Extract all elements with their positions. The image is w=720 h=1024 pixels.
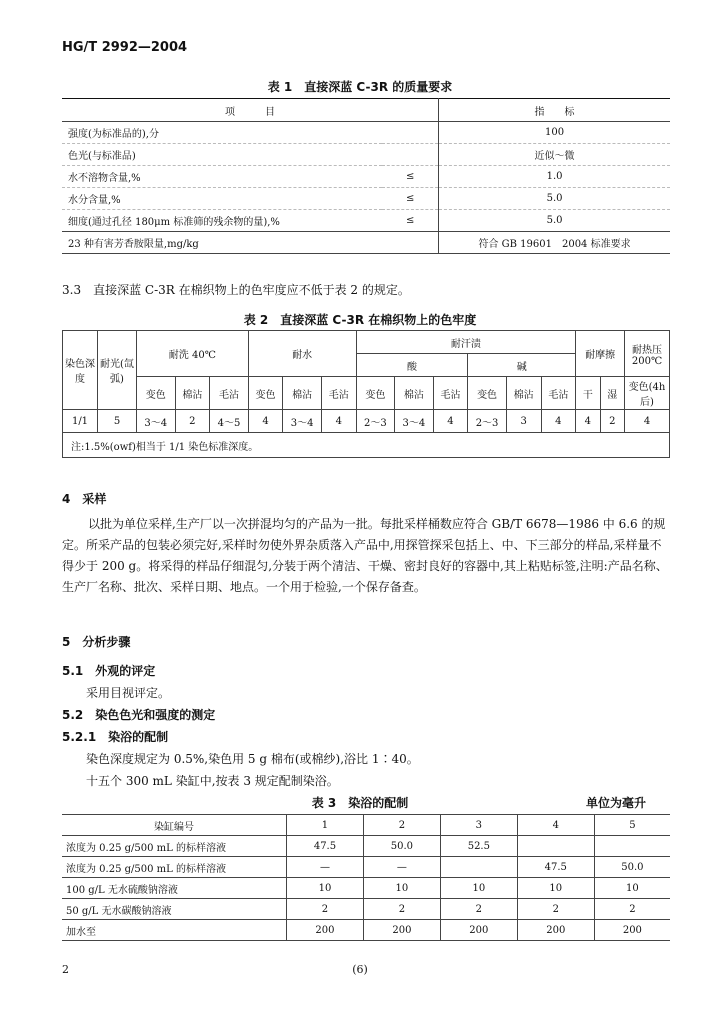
table-row (62, 857, 670, 878)
table2-cell: 2～3 (356, 410, 395, 433)
table3-dyebath (62, 814, 670, 941)
table3-cell: 10 (363, 878, 440, 899)
table2-subheader: 棉沾 (283, 377, 322, 410)
table3-cell: 200 (440, 920, 517, 941)
table2-note: 注:1.5%(owf)相当于 1/1 染色标准深度。 (63, 433, 670, 458)
standard-code: HG/T 2992—2004 (62, 40, 188, 55)
table1-cmp: ≤ (382, 166, 438, 188)
table-row (62, 122, 670, 144)
table1-caption: 表 1 直接深蓝 C-3R 的质量要求 (267, 80, 453, 94)
table3-cell: 10 (517, 878, 594, 899)
table1-item: 细度(通过孔径 180μm 标准筛的残余物的量),% (62, 210, 382, 232)
table3-header: 3 (440, 815, 517, 836)
table-row (62, 166, 670, 188)
section-5-2-1-line2: 十五个 300 mL 染缸中,按表 3 规定配制染浴。 (86, 774, 339, 788)
table2-subheader: 变色 (248, 377, 283, 410)
table2-cell: 2 (175, 410, 210, 433)
table3-header: 5 (594, 815, 670, 836)
table1-item: 水分含量,% (62, 188, 382, 210)
section-5-2-title: 5.2 染色色光和强度的测定 (62, 708, 216, 722)
table3-label: 加水至 (62, 920, 287, 941)
table2-subheader: 干 (576, 377, 600, 410)
sheet-number: (6) (352, 963, 368, 976)
table3-label: 50 g/L 无水碳酸钠溶液 (62, 899, 287, 920)
table-row (62, 188, 670, 210)
table-row (63, 410, 670, 433)
table3-cell: 200 (287, 920, 364, 941)
table2-subheader: 变色 (356, 377, 395, 410)
table3-cell: 2 (287, 899, 364, 920)
section-4-body: 以批为单位采样,生产厂以一次拼混均匀的产品为一批。每批采样桶数应符合 GB/T 6678—1986 中 6.6 的规定。所采产品的包装必须完好,采样时勿使外界杂质落入产品中,用探管探采包括上、中、下三部分的样品,采样量不得少于 200 g。将采得的样品仔细混匀,分装于两个清洁、干燥、密封良好的容器中,其上粘贴标签,注明:产品名称、生产厂名称、批次、采样日期、地点。一个用于检验,一个保存备查。 (62, 517, 668, 594)
table1-spec: 5.0 (439, 188, 670, 210)
table3-cell (594, 836, 670, 857)
table2-header-depth: 染色深度 (63, 331, 98, 410)
table2-cell: 3～4 (137, 410, 176, 433)
table2-caption: 表 2 直接深蓝 C-3R 在棉织物上的色牢度 (243, 313, 477, 327)
table2-header-alkali: 碱 (468, 354, 576, 377)
table2-subheader: 变色(4h 后) (625, 377, 670, 410)
table2-subheader: 毛沾 (541, 377, 576, 410)
table3-unit: 单位为毫升 (586, 796, 647, 810)
table2-subheader: 毛沾 (210, 377, 249, 410)
table3-cell: 52.5 (440, 836, 517, 857)
table2-subheader: 毛沾 (433, 377, 468, 410)
table2-cell: 2 (600, 410, 624, 433)
table1-cmp (382, 122, 438, 144)
table-row (62, 144, 670, 166)
table3-cell: 2 (440, 899, 517, 920)
table3-header: 染缸编号 (62, 815, 287, 836)
table3-cell (440, 857, 517, 878)
table2-subheader: 棉沾 (175, 377, 210, 410)
table2-header-rub: 耐摩擦 (576, 331, 625, 377)
table2-subheader: 湿 (600, 377, 624, 410)
table3-cell: 50.0 (363, 836, 440, 857)
table-row (62, 920, 670, 941)
section-5-2-1-title: 5.2.1 染浴的配制 (62, 730, 169, 744)
table-row (62, 836, 670, 857)
table2-subheader: 棉沾 (506, 377, 541, 410)
table3-cell (517, 836, 594, 857)
table3-cell: 50.0 (594, 857, 670, 878)
section-5-2-1-line1: 染色深度规定为 0.5%,染色用 5 g 棉布(或棉纱),浴比 1∶40。 (86, 752, 419, 766)
table1-cmp: ≤ (382, 188, 438, 210)
table3-cell: 200 (517, 920, 594, 941)
table-row (62, 878, 670, 899)
section-3-3: 3.3 直接深蓝 C-3R 在棉织物上的色牢度应不低于表 2 的规定。 (62, 283, 410, 297)
table1-spec: 5.0 (439, 210, 670, 232)
table2-cell: 3～4 (283, 410, 322, 433)
table3-cell: 10 (594, 878, 670, 899)
table3-cell: 200 (594, 920, 670, 941)
table1-spec: 1.0 (439, 166, 670, 188)
table2-cell: 4～5 (210, 410, 249, 433)
table2-header-wash: 耐洗 40℃ (137, 331, 249, 377)
table2-cell: 4 (625, 410, 670, 433)
table1-quality-requirements (62, 98, 670, 254)
table3-label: 浓度为 0.25 g/500 mL 的标样溶液 (62, 836, 287, 857)
page-number: 2 (62, 963, 69, 976)
table2-cell: 3～4 (395, 410, 434, 433)
table2-subheader: 棉沾 (395, 377, 434, 410)
table1-spec: 符合 GB 19601 2004 标准要求 (439, 232, 670, 254)
table1-header-spec: 指 标 (439, 99, 670, 122)
table2-cell: 2～3 (468, 410, 507, 433)
table2-cell: 4 (433, 410, 468, 433)
table2-subheader: 毛沾 (321, 377, 356, 410)
table3-cell: 2 (363, 899, 440, 920)
table3-header: 4 (517, 815, 594, 836)
table1-spec: 近似～微 (439, 144, 670, 166)
table2-cell: 4 (248, 410, 283, 433)
table2-header-sweat: 耐汗渍 (356, 331, 576, 354)
table2-subheader: 变色 (137, 377, 176, 410)
table2-cell: 4 (321, 410, 356, 433)
table1-header-row (62, 99, 670, 122)
section-4-title: 4 采样 (62, 492, 107, 506)
table3-header-row (62, 815, 670, 836)
table2-cell: 4 (541, 410, 576, 433)
table2-header-water: 耐水 (248, 331, 356, 377)
table2-cell: 5 (98, 410, 137, 433)
table1-cmp (382, 144, 438, 166)
table2-color-fastness (62, 330, 670, 458)
table1-spec: 100 (439, 122, 670, 144)
table3-cell: — (287, 857, 364, 878)
table3-cell: 10 (440, 878, 517, 899)
table3-caption: 表 3 染浴的配制 (311, 796, 409, 810)
section-5-title: 5 分析步骤 (62, 635, 131, 649)
table2-cell: 1/1 (63, 410, 98, 433)
table2-subheader: 变色 (468, 377, 507, 410)
table1-item: 色光(与标准品) (62, 144, 382, 166)
table3-cell: 2 (517, 899, 594, 920)
table3-cell: 47.5 (517, 857, 594, 878)
table1-header-item: 项 目 (62, 99, 439, 122)
table2-header-acid: 酸 (356, 354, 468, 377)
table3-header: 1 (287, 815, 364, 836)
section-5-1-body: 采用目视评定。 (86, 686, 171, 700)
table3-cell: 47.5 (287, 836, 364, 857)
table1-cmp (382, 232, 438, 254)
table2-cell: 4 (576, 410, 600, 433)
table1-cmp: ≤ (382, 210, 438, 232)
table1-item: 水不溶物含量,% (62, 166, 382, 188)
table1-item: 23 种有害芳香胺限量,mg/kg (62, 232, 382, 254)
section-5-1-title: 5.1 外观的评定 (62, 664, 156, 678)
table3-cell: 10 (287, 878, 364, 899)
table-row (62, 210, 670, 232)
table3-cell: 200 (363, 920, 440, 941)
table2-cell: 3 (506, 410, 541, 433)
table3-header: 2 (363, 815, 440, 836)
table3-label: 100 g/L 无水硫酸钠溶液 (62, 878, 287, 899)
table3-label: 浓度为 0.25 g/500 mL 的标样溶液 (62, 857, 287, 878)
table1-item: 强度(为标准品的),分 (62, 122, 382, 144)
table3-cell: — (363, 857, 440, 878)
table2-header-light: 耐光(氙弧) (98, 331, 137, 410)
table-row (62, 232, 670, 254)
table-row (62, 899, 670, 920)
table2-header-heat: 耐热压 200℃ (625, 331, 670, 377)
table3-cell: 2 (594, 899, 670, 920)
table2-subheader-row (63, 377, 670, 410)
